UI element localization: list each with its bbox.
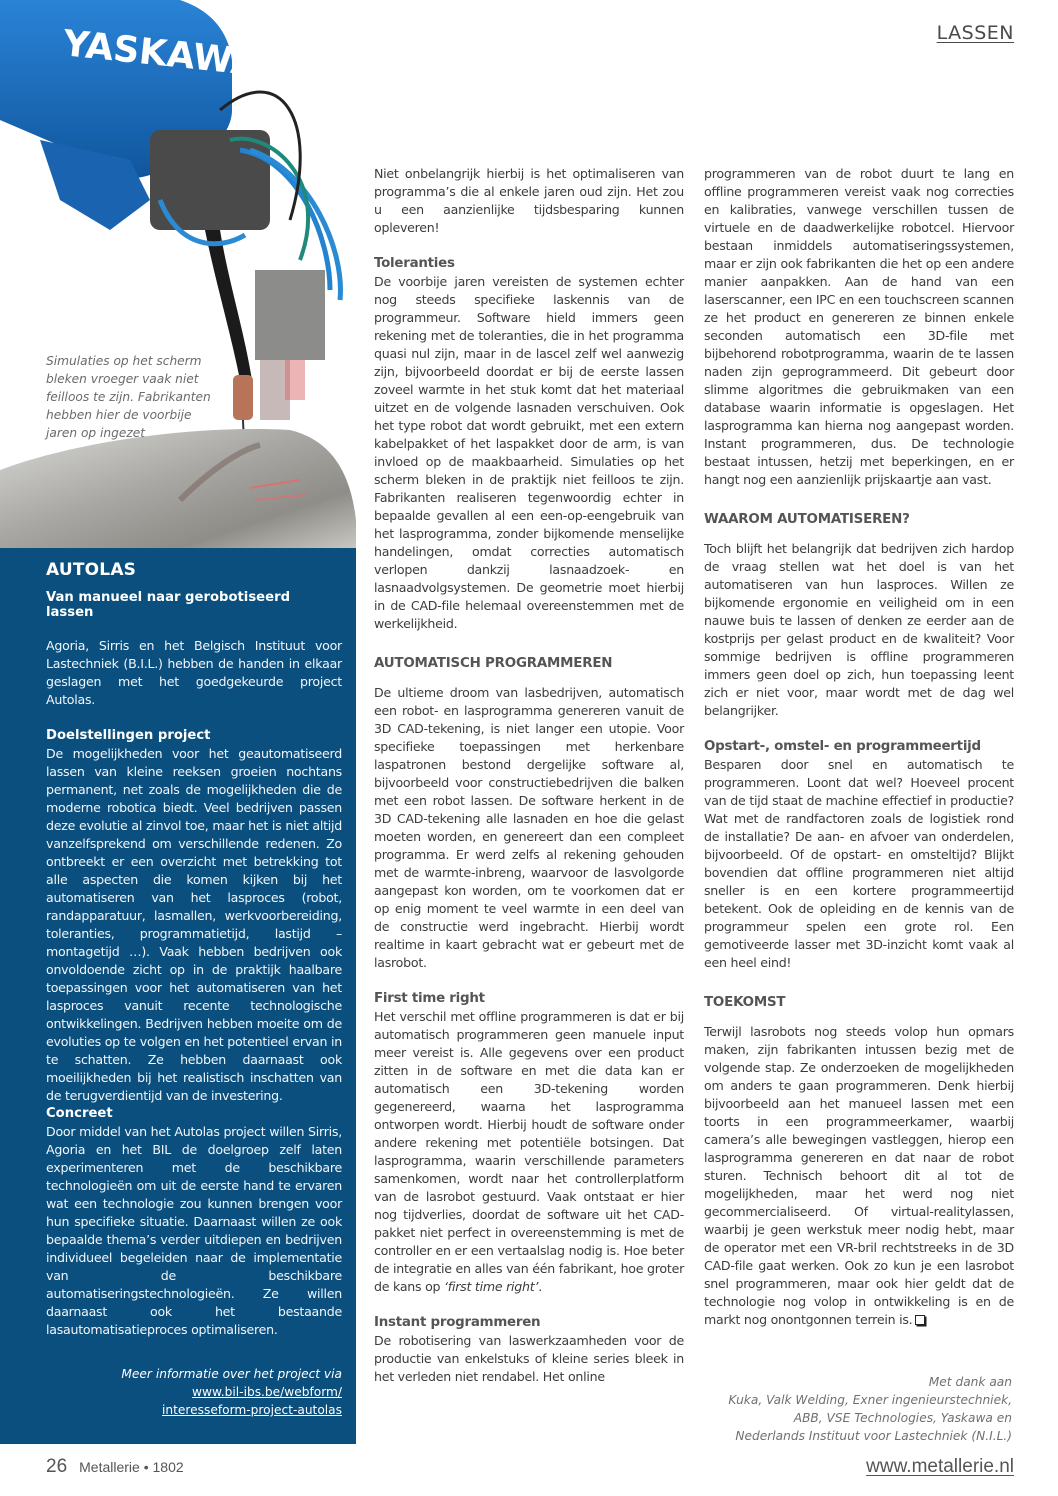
subheading-opstart: Opstart-, omstel- en programmeertijd: [704, 739, 981, 754]
paragraph: De voorbije jaren vereisten de systemen echter nog steeds specifieke laskennis van de programmeur. Software hield immers geen rekening met de toleranties, die in het programma quasi nul zijn, maar in de lascel zelf wel aanwezig zijn, bijvoorbeeld doordat er bij de eerste lassen zoveel warmte in het stuk komt dat het materiaal uitzet en de volgende lasnaden verschuiven. Ook het type robot dat wordt gebruikt, met een extern kabelpakket of het laspakket door de arm, is van invloed op de maakbaarheid. Simulaties op het scherm bleken in de praktijk niet feilloos te zijn. Fabrikanten realiseren tegenwoordig echter in bepaalde gevallen al een een-op-eengebruik van het lasprogramma, zonder bijkomende menselijke handelingen, omdat correcties automatisch verlopen dankzij lasnaadzoek- en lasnaadvolgsystemen. De geometrie moet hierbij in de CAD-file helemaal overeenstemmen met de werkelijkheid.: [374, 274, 684, 631]
heading-toekomst: TOEKOMST: [704, 995, 786, 1010]
sidebar-title: AUTOLAS: [46, 560, 137, 580]
magazine-issue: Metallerie • 1802: [79, 1459, 184, 1475]
heading-waarom-automatiseren: WAAROM AUTOMATISEREN?: [704, 512, 910, 527]
paragraph: [704, 1023, 1014, 1329]
sidebar-text-doelstellingen: De mogelijkheden voor het geautomatiseerd lassen van kleine reeksen groeien nochtans permanent, net zoals de mogelijkheden die de moderne robotica biedt. Veel bedrijven passen deze evolutie al zinvol toe, maar het is niet altijd vanzelfsprekend om verschillende redenen. Zo ontbreekt er een overzicht met betrekking tot alle aspecten die komen kijken bij het automatiseren van het lasproces (robot, randapparatuur, lasmallen, werkvoorbereiding, toleranties, programmatietijd, lastijd – montagetijd …). Vaak hebben bedrijven ook onvoldoende zicht op in de praktijk haalbare toepassingen voor het automatiseren van het lasproces vanuit recente technologische ontwikkelingen. Bedrijven hebben moeite om de evoluties op te volgen en het potentieel ervan in te schatten. Ze hebben daarnaast ook moeilijkheden bij het realistisch inschatten van de terugverdientijd van de investering.: [46, 746, 342, 1103]
paragraph: De ultieme droom van lasbedrijven, automatisch een robot- en lasprogramma genereren vanuit de 3D CAD-tekening, is niet langer een utopie. Voor specifieke toepassingen met herkenbare laspatronen bestond dergelijke software al, bijvoorbeeld voor constructiebedrijven die balken met een robot lassen. De software herkent in de 3D CAD-tekening alle lasnaden en hoe die gelast moeten worden, en genereert dan een compleet programma. Er werd zelfs al rekening gehouden met de warmte-inbreng, waarvoor de lasvolgorde aangepast kon worden, om te voorkomen dat er op enig moment te veel warmte in een deel van de constructie werd ingebracht. Hierbij wordt realtime in kaart gebracht wat er gebeurt met de lasrobot.: [374, 685, 684, 970]
paragraph: [374, 1008, 684, 1296]
heading-automatisch-programmeren: AUTOMATISCH PROGRAMMEREN: [374, 656, 613, 671]
sidebar-heading-concreet: Concreet: [46, 1106, 113, 1121]
thanks-line: Nederlands Instituut voor Lastechniek (N.I.L.): [735, 1429, 1012, 1443]
emphasis-first-time-right: ‘first time right’: [444, 1279, 539, 1294]
end-of-article-icon: [915, 1315, 925, 1325]
thanks-line: ABB, VSE Technologies, Yaskawa en: [793, 1411, 1012, 1425]
robot-photo: [0, 0, 356, 548]
paragraph: Niet onbelangrijk hierbij is het optimaliseren van programma’s die al enkele jaren oud zijn. Het zou u een aanzienlijke tijdsbesparing kunnen opleveren!: [374, 166, 684, 235]
autolas-sidebar: [0, 548, 356, 1444]
subheading-first-time-right: First time right: [374, 991, 485, 1006]
section-tag: LASSEN: [936, 22, 1014, 44]
sidebar-text-concreet: Door middel van het Autolas project willen Sirris, Agoria en het BIL de doelgroep zelf laten experimenteren met de beschikbare technologieën om uit de eerste hand te ervaren wat een technologie zou kunnen brengen voor hun specifieke situatie. Daarnaast willen ze ook bepaalde thema’s verder uitdiepen en bedrijven individueel begeleiden naar de implementatie van de beschikbare automatiseringstechnologieën. Ze willen daarnaast ook het bestaande lasautomatisatieproces optimaliseren.: [46, 1124, 342, 1337]
article-column-3: [704, 165, 1014, 1329]
yaskawa-logo-text: YASKAWA: [61, 23, 261, 85]
article-column-2: [374, 165, 684, 1386]
paragraph: De robotisering van laswerkzaamheden voor de productie van enkelstuks of kleine series bleek in het verleden niet rendabel. Het online: [374, 1333, 684, 1384]
more-info-link-line2[interactable]: interesseform-project-autolas: [162, 1403, 342, 1417]
sidebar-subtitle: Van manueel naar gerobotiseerd lassen: [46, 590, 291, 620]
thanks-line: Kuka, Valk Welding, Exner ingenieurstechniek,: [728, 1393, 1012, 1407]
thanks-line: Met dank aan: [928, 1375, 1012, 1389]
paragraph-text: Terwijl lasrobots nog steeds volop hun opmars maken, zijn fabrikanten intussen bezig met de volgende stap. Ze onderzoeken de mogelijkheden om anders te gaan programmeren. Denk hierbij bijvoorbeeld aan het manueel lassen met een toorts in een programmeerkamer, waarbij camera’s alle bewegingen vastleggen, hierop een lasprogramma genereren en dat naar de robot sturen. Technisch behoort dit al tot de mogelijkheden, maar het werd nog niet gecommercialiseerd. Of virtual-realitylassen, waarbij je geen werkstuk meer nodig hebt, maar de operator met een VR-bril rechtstreeks in de 3D CAD-file gaat werken. Ook zo kun je een lasrobot snel programmeren, maar ook hier geldt dat de technologie nog volop in ontwikkeling is en de markt nog onontgonnen terrein is.: [704, 1024, 1014, 1327]
acknowledgements: [728, 1373, 1012, 1445]
paragraph-text: Het verschil met offline programmeren is dat er bij automatisch programmeren geen manuele input meer vereist is. Alle gegevens over een product zitten in de software en met die data kan er automatisch een 3D-tekening worden gegenereerd, waarna het lasprogramma ontworpen wordt. Hierbij houdt de software onder andere rekening met potentiële botsingen. Dat lasprogramma, waarin verschillende parameters samenkomen, wordt naar het controllerplatform van de lasrobot gestuurd. Vaak ontstaat er hier nog tijdverlies, doordat de software uit het CAD-pakket niet perfect in overeenstemming is met de controller en er een vertaalslag nodig is. Hoe beter de integratie en alles van één fabrikant, hoe groter de kans op: [374, 1009, 684, 1294]
more-info-link-line1[interactable]: www.bil-ibs.be/webform/: [192, 1385, 342, 1399]
welding-robot-illustration: [0, 0, 356, 548]
footer-left: [46, 1456, 184, 1478]
paragraph-text: .: [538, 1279, 542, 1294]
more-info-label: Meer informatie over het project via: [121, 1367, 342, 1381]
subheading-instant-programmeren: Instant programmeren: [374, 1315, 541, 1330]
subheading-toleranties: Toleranties: [374, 256, 455, 271]
photo-caption: Simulaties op het scherm bleken vroeger vaak niet feilloos te zijn. Fabrikanten hebben hier de voorbije jaren op ingezet: [46, 354, 211, 440]
website-link[interactable]: www.metallerie.nl: [866, 1456, 1014, 1477]
paragraph: Besparen door snel en automatisch te programmeren. Loont dat wel? Hoeveel procent van de tijd staat de machine effectief in productie? Wat met de randfactoren zoals de logistiek rond de installatie? De aan- en afvoer van onderdelen, bijvoorbeeld. Of de opstart- en omsteltijd? Blijkt bovendien dat offline programmeren niet altijd sneller is en een kortere programmeertijd betekent. Ook de opleiding en de kennis van de programmeur spelen een grote rol. Een gemotiveerde lasser met 3D-inzicht komt vaak al een heel eind!: [704, 757, 1014, 970]
sidebar-heading-doelstellingen: Doelstellingen project: [46, 728, 211, 743]
sidebar-intro: Agoria, Sirris en het Belgisch Instituut voor Lastechniek (B.I.L.) hebben de handen in elkaar geslagen met het goedgekeurde project Autolas.: [46, 638, 342, 707]
paragraph: Toch blijft het belangrijk dat bedrijven zich hardop de vraag stellen wat het doel is van het automatiseren van hun lasproces. Willen ze bijkomende ergonomie en veiligheid om in een nauwe buis te lassen of denken ze eerder aan de kostprijs per gelast product en de kwaliteit? Voor sommige bedrijven is offline programmeren immers geen doel op zich, hun toepassing leent zich er niet voor, maar wordt met de dag wel belangrijker.: [704, 541, 1014, 718]
paragraph: programmeren van de robot duurt te lang en offline programmeren vereist vaak nog correcties en kalibraties, vanwege verschillen tussen de virtuele en de daadwerkelijke robotcel. Hiervoor bestaan inmiddels automatiseringssystemen, maar er zijn ook fabrikanten die het op een andere manier aanpakken. Aan de hand van een laserscanner, een IPC en een touchscreen scannen ze het product en genereren ze binnen enkele seconden automatisch een 3D-file met bijbehorend robotprogramma, waarin de te lassen naden zijn geprogrammeerd. Dit gebeurt door slimme algoritmes die gebruikmaken van een database waarin informatie is opgeslagen. Het lasprogramma kan hierna nog aangepast worden. Instant programmeren, dus. De technologie bestaat intussen, hetzij met beperkingen, en er hangt nog een aanzienlijk prijskaartje aan vast.: [704, 166, 1014, 487]
more-info: [46, 1365, 342, 1419]
page-number: 26: [46, 1456, 68, 1477]
